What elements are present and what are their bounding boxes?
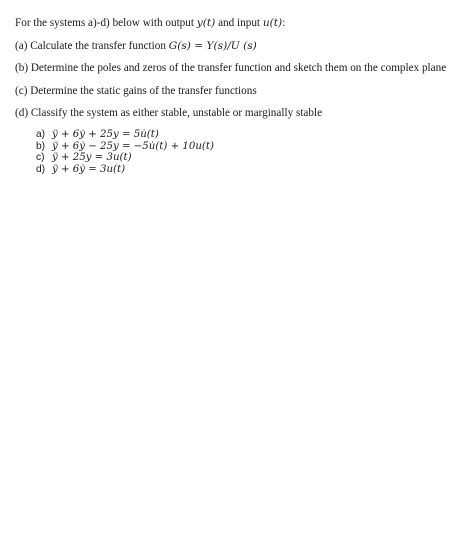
task-a-formula: G(s) = Y(s)/U (s) [168,39,257,52]
system-equation-d [36,164,465,176]
system-equations-list [36,129,465,175]
task-b [15,61,465,75]
equation-expression: ÿ + 25y = 3u(t) [52,152,132,164]
equation-label: b) [36,140,46,152]
task-a [15,39,465,53]
task-b-text: (b) Determine the poles and zeros of the transfer function and sketch them on the complex plane [15,62,447,75]
intro-mid: and input [215,17,263,29]
task-d [15,106,465,120]
equation-expression: ÿ + 6ẏ + 25y = 5u̇(t) [52,128,159,140]
equation-label: a) [36,128,46,140]
task-c-text: (c) Determine the static gains of the transfer functions [15,84,257,97]
equation-expression: ÿ + 6ẏ = 3u(t) [52,163,126,175]
input-symbol: u(t) [262,17,283,29]
system-equation-c [36,152,465,164]
task-d-text: (d) Classify the system as either stable, unstable or marginally stable [15,107,323,120]
equation-label: d) [36,163,46,175]
system-equation-a [36,129,465,141]
equation-label: c) [36,152,45,164]
equation-expression: ÿ + 6ẏ − 25y = −5u̇(t) + 10u(t) [52,140,214,152]
intro-end: : [282,17,286,29]
output-symbol: y(t) [196,17,216,29]
problem-statement [15,16,465,175]
system-equation-b [36,141,465,153]
intro-line [15,16,465,30]
intro-lead: For the systems a)-d) below with output [15,17,197,29]
task-a-text: (a) Calculate the transfer function [15,39,169,52]
task-c [15,84,465,98]
